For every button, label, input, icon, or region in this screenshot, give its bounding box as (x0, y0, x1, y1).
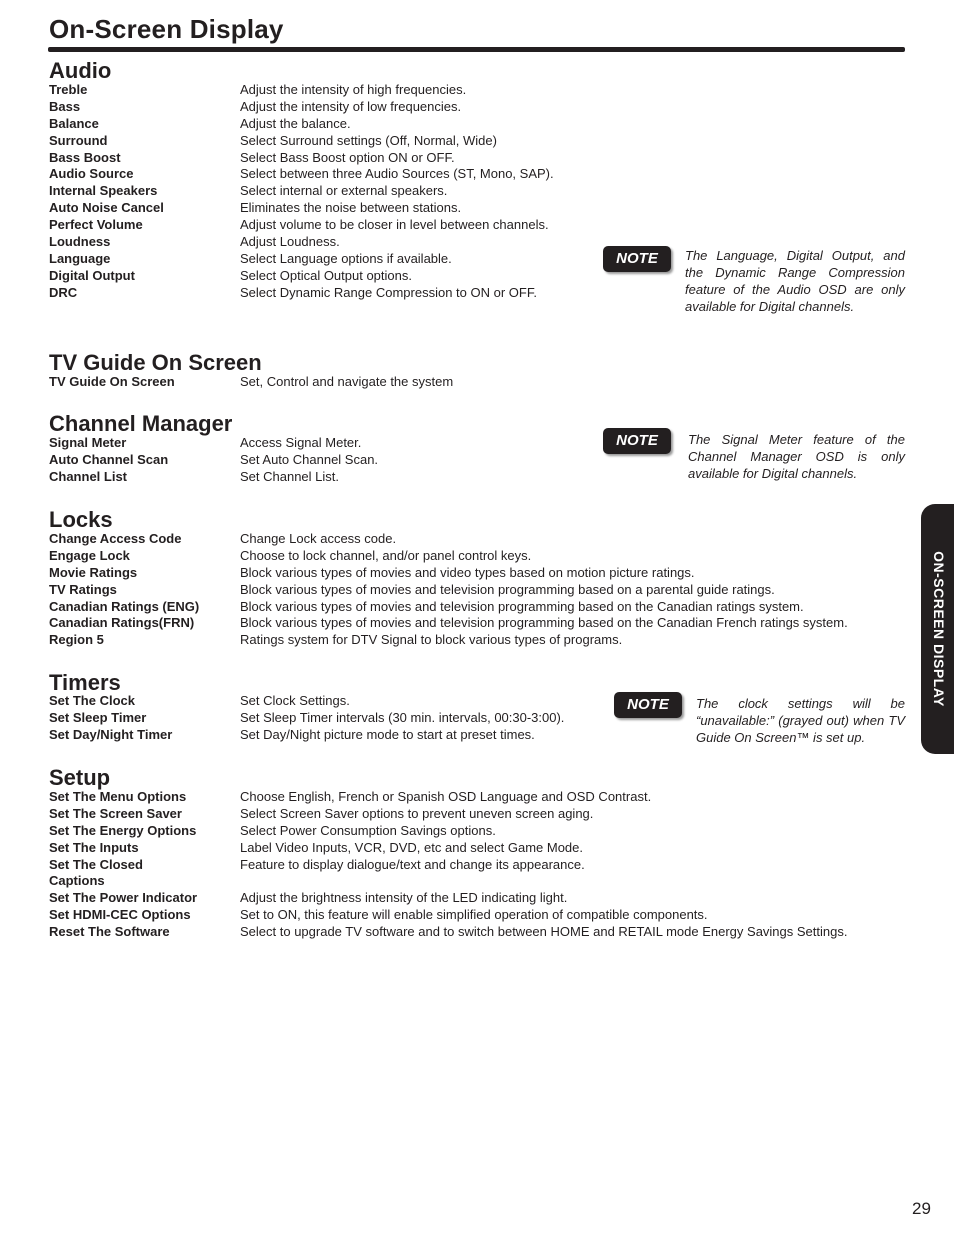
item-label: Surround (49, 132, 108, 148)
item-label: Perfect Volume (49, 217, 143, 233)
item-description: Select Surround settings (Off, Normal, Wide) (240, 132, 497, 148)
section-heading-channel-manager: Channel Manager (49, 411, 233, 436)
setup-list (49, 789, 909, 941)
item-description: Select Optical Output options. (240, 267, 412, 283)
list-item (49, 166, 909, 183)
page-number: 29 (912, 1199, 931, 1218)
item-description: Adjust volume to be closer in level between channels. (240, 217, 549, 233)
item-label: Set Sleep Timer (49, 709, 147, 725)
list-item (49, 200, 909, 217)
list-item (49, 599, 909, 616)
item-description: Block various types of movies and television programming based on a parental guide ratings. (240, 581, 775, 597)
item-label: DRC (49, 284, 78, 300)
list-item (49, 615, 909, 632)
list-item (49, 806, 909, 823)
list-item (49, 582, 909, 599)
list-item (49, 374, 909, 391)
list-item (49, 924, 909, 941)
list-item (49, 873, 909, 890)
tv-guide-list (49, 374, 909, 391)
list-item (49, 857, 909, 874)
item-label: Captions (49, 873, 105, 889)
item-description: Choose to lock channel, and/or panel control keys. (240, 547, 532, 563)
item-label: Engage Lock (49, 547, 130, 563)
item-label: Region 5 (49, 632, 104, 648)
list-item (49, 82, 909, 99)
item-label: Bass Boost (49, 149, 121, 165)
item-label: TV Guide On Screen (49, 374, 175, 389)
list-item (49, 789, 909, 806)
timers-note-text: The clock settings will be “unavailable:” (grayed out) when TV Guide On Screen™ is set up. (696, 696, 905, 745)
item-label: Internal Speakers (49, 183, 158, 199)
item-description: Change Lock access code. (240, 531, 397, 546)
item-label: Treble (49, 82, 88, 97)
item-description: Adjust the intensity of high frequencies. (240, 82, 467, 97)
note-badge: NOTE (614, 692, 682, 718)
item-label: Set The Power Indicator (49, 890, 198, 906)
item-description: Set Channel List. (240, 468, 340, 484)
list-item (49, 840, 909, 857)
item-label: Set The Closed (49, 856, 143, 872)
item-label: Auto Channel Scan (49, 451, 169, 467)
item-description: Select Screen Saver options to prevent uneven screen aging. (240, 805, 594, 821)
item-description: Feature to display dialogue/text and change its appearance. (240, 856, 585, 872)
section-heading-setup: Setup (49, 765, 111, 790)
list-item (49, 133, 909, 150)
item-description: Adjust the brightness intensity of the LED indicating light. (240, 890, 568, 906)
item-label: TV Ratings (49, 581, 117, 597)
note-badge: NOTE (603, 246, 671, 272)
list-item (49, 183, 909, 200)
section-heading-audio: Audio (49, 58, 112, 83)
section-heading-tv-guide: TV Guide On Screen (49, 350, 262, 375)
item-description: Select Language options if available. (240, 250, 452, 266)
item-description: Adjust Loudness. (240, 234, 340, 250)
item-description: Choose English, French or Spanish OSD Language and OSD Contrast. (240, 789, 652, 804)
item-description: Set Sleep Timer intervals (30 min. intervals, 00:30-3:00). (240, 709, 565, 725)
item-label: Set The Screen Saver (49, 805, 182, 821)
item-description: Select internal or external speakers. (240, 183, 448, 199)
channel-manager-note-text: The Signal Meter feature of the Channel Manager OSD is only available for Digital channels. (688, 432, 905, 481)
audio-note-text: The Language, Digital Output, and the Dynamic Range Compression feature of the Audio OSD are only available for Digital channels. (685, 248, 905, 314)
item-label: Set HDMI-CEC Options (49, 907, 191, 923)
list-item (49, 99, 909, 116)
item-description: Block various types of movies and video types based on motion picture ratings. (240, 564, 695, 580)
item-description: Label Video Inputs, VCR, DVD, etc and select Game Mode. (240, 839, 583, 855)
list-item (49, 632, 909, 649)
item-description: Set Auto Channel Scan. (240, 451, 379, 467)
item-label: Balance (49, 115, 99, 131)
item-description: Adjust the balance. (240, 115, 351, 131)
list-item (49, 150, 909, 167)
item-description: Select between three Audio Sources (ST, Mono, SAP). (240, 166, 554, 182)
item-description: Select Bass Boost option ON or OFF. (240, 149, 455, 165)
item-description: Set to ON, this feature will enable simplified operation of compatible components. (240, 907, 708, 923)
item-description: Set Day/Night picture mode to start at preset times. (240, 726, 535, 742)
item-label: Channel List (49, 468, 128, 484)
item-description: Set Clock Settings. (240, 693, 350, 708)
item-label: Set The Clock (49, 693, 135, 708)
list-item (49, 116, 909, 133)
item-description: Select Dynamic Range Compression to ON or OFF. (240, 284, 537, 300)
item-label: Bass (49, 98, 81, 114)
item-label: Digital Output (49, 267, 135, 283)
item-label: Set Day/Night Timer (49, 726, 173, 742)
item-description: Block various types of movies and television programming based on the Canadian French ratings system. (240, 615, 848, 631)
item-label: Signal Meter (49, 435, 127, 450)
item-description: Block various types of movies and television programming based on the Canadian ratings system. (240, 598, 804, 614)
item-label: Canadian Ratings (ENG) (49, 598, 200, 614)
section-heading-timers: Timers (49, 670, 121, 695)
item-label: Auto Noise Cancel (49, 200, 164, 216)
item-label: Set The Menu Options (49, 789, 187, 804)
list-item (49, 565, 909, 582)
item-description: Select Power Consumption Savings options. (240, 822, 496, 838)
item-description: Ratings system for DTV Signal to block various types of programs. (240, 632, 623, 648)
list-item (49, 823, 909, 840)
section-heading-locks: Locks (49, 507, 113, 532)
title-divider (48, 47, 905, 52)
side-chapter-tab-label: ON-SCREEN DISPLAY (931, 551, 947, 707)
item-label: Language (49, 250, 111, 266)
locks-list (49, 531, 909, 649)
list-item (49, 548, 909, 565)
list-item (49, 217, 909, 234)
item-label: Reset The Software (49, 924, 170, 940)
item-description: Set, Control and navigate the system (240, 374, 454, 389)
item-label: Loudness (49, 234, 111, 250)
item-label: Audio Source (49, 166, 134, 182)
item-description: Select to upgrade TV software and to switch between HOME and RETAIL mode Energy Savings Settings. (240, 924, 848, 940)
note-badge: NOTE (603, 428, 671, 454)
item-label: Set The Energy Options (49, 822, 197, 838)
item-label: Movie Ratings (49, 564, 138, 580)
page-title: On-Screen Display (49, 14, 284, 44)
item-description: Eliminates the noise between stations. (240, 200, 462, 216)
list-item (49, 531, 909, 548)
item-description: Access Signal Meter. (240, 435, 362, 450)
item-label: Canadian Ratings(FRN) (49, 615, 195, 631)
item-description: Adjust the intensity of low frequencies. (240, 98, 462, 114)
list-item (49, 890, 909, 907)
list-item (49, 907, 909, 924)
item-label: Change Access Code (49, 531, 182, 546)
item-label: Set The Inputs (49, 839, 139, 855)
